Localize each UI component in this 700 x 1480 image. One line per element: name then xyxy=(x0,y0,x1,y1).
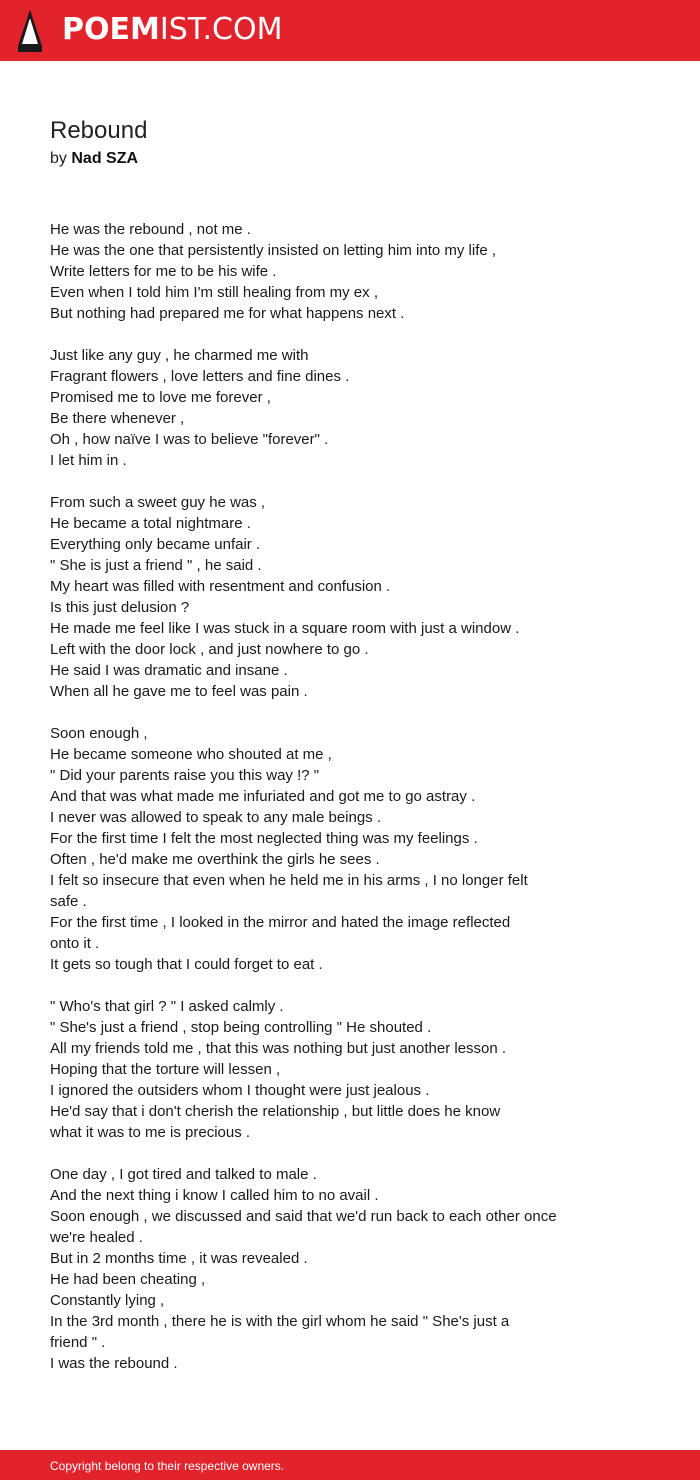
poem-line: All my friends told me , that this was nothing but just another lesson . xyxy=(50,1040,507,1057)
poem-line: My heart was filled with resentment and confusion . xyxy=(50,578,391,595)
byline xyxy=(50,149,138,169)
poem-line: And the next thing i know I called him to no avail . xyxy=(50,1187,379,1204)
logo-thin-text: IST.COM xyxy=(159,12,283,47)
poem-line: But nothing had prepared me for what happens next . xyxy=(50,305,405,322)
poem-line: friend " . xyxy=(50,1334,106,1351)
poem-title: Rebound xyxy=(50,117,148,144)
poem-line: Soon enough , xyxy=(50,725,148,742)
poem-line: Write letters for me to be his wife . xyxy=(50,263,277,280)
poem-line: I was the rebound . xyxy=(50,1355,178,1372)
poem-line: " She is just a friend " , he said . xyxy=(50,557,262,574)
stanza-break xyxy=(50,975,580,996)
poem-line: what it was to me is precious . xyxy=(50,1124,251,1141)
stanza-break xyxy=(50,471,580,492)
poem-body xyxy=(50,219,580,1374)
by-label: by xyxy=(50,150,67,167)
poem-line: " Who's that girl ? " I asked calmly . xyxy=(50,998,284,1015)
poem-line: Everything only became unfair . xyxy=(50,536,261,553)
copyright-notice: Copyright belong to their respective owners. xyxy=(50,1459,285,1473)
poem-line: I felt so insecure that even when he held me in his arms , I no longer felt xyxy=(50,872,528,889)
poem-line: For the first time I felt the most neglected thing was my feelings . xyxy=(50,830,478,847)
poem-line: Fragrant flowers , love letters and fine dines . xyxy=(50,368,350,385)
poem-line: Constantly lying , xyxy=(50,1292,165,1309)
poem-line: we're healed . xyxy=(50,1229,143,1246)
author-name[interactable]: Nad SZA xyxy=(71,150,139,167)
poem-line: It gets so tough that I could forget to eat . xyxy=(50,956,323,973)
poem-line: I let him in . xyxy=(50,452,127,469)
poem-line: Often , he'd make me overthink the girls he sees . xyxy=(50,851,380,868)
poem-line: Just like any guy , he charmed me with xyxy=(50,347,309,364)
poem-line: He said I was dramatic and insane . xyxy=(50,662,288,679)
poem-line: Hoping that the torture will lessen , xyxy=(50,1061,281,1078)
poem-line: " Did your parents raise you this way !? " xyxy=(50,767,320,784)
poem-line: Even when I told him I'm still healing from my ex , xyxy=(50,284,378,301)
logo-bold-text: POEM xyxy=(62,12,160,47)
poem-line: And that was what made me infuriated and got me to go astray . xyxy=(50,788,476,805)
poem-line: He made me feel like I was stuck in a square room with just a window . xyxy=(50,620,520,637)
stanza-break xyxy=(50,702,580,723)
poem-line: I never was allowed to speak to any male beings . xyxy=(50,809,382,826)
poem-line: From such a sweet guy he was , xyxy=(50,494,266,511)
stanza-break xyxy=(50,1143,580,1164)
poem-line: He was the rebound , not me . xyxy=(50,221,251,238)
poem-line: Promised me to love me forever , xyxy=(50,389,271,406)
poem-line: He'd say that i don't cherish the relationship , but little does he know xyxy=(50,1103,501,1120)
poem-line: onto it . xyxy=(50,935,100,952)
poem-line: He became someone who shouted at me , xyxy=(50,746,332,763)
poem-line: He was the one that persistently insisted on letting him into my life , xyxy=(50,242,497,259)
poem-line: For the first time , I looked in the mirror and hated the image reflected xyxy=(50,914,511,931)
site-header xyxy=(0,0,700,61)
poem-line: One day , I got tired and talked to male . xyxy=(50,1166,317,1183)
poem-line: " She's just a friend , stop being controlling " He shouted . xyxy=(50,1019,432,1036)
pencil-tip-icon xyxy=(18,10,42,52)
poem-line: I ignored the outsiders whom I thought were just jealous . xyxy=(50,1082,430,1099)
poem-line: Be there whenever , xyxy=(50,410,185,427)
poem-line: He had been cheating , xyxy=(50,1271,206,1288)
poem-line: In the 3rd month , there he is with the girl whom he said " She's just a xyxy=(50,1313,510,1330)
poem-line: Is this just delusion ? xyxy=(50,599,190,616)
poem-line: Left with the door lock , and just nowhere to go . xyxy=(50,641,369,658)
site-footer xyxy=(0,1450,700,1480)
poem-line: When all he gave me to feel was pain . xyxy=(50,683,308,700)
poem-line: Oh , how naïve I was to believe "forever" . xyxy=(50,431,329,448)
poem-line: But in 2 months time , it was revealed . xyxy=(50,1250,308,1267)
stanza-break xyxy=(50,324,580,345)
poem-line: He became a total nightmare . xyxy=(50,515,251,532)
site-logo[interactable] xyxy=(62,12,282,48)
poem-line: Soon enough , we discussed and said that we'd run back to each other once xyxy=(50,1208,557,1225)
poem-line: safe . xyxy=(50,893,87,910)
